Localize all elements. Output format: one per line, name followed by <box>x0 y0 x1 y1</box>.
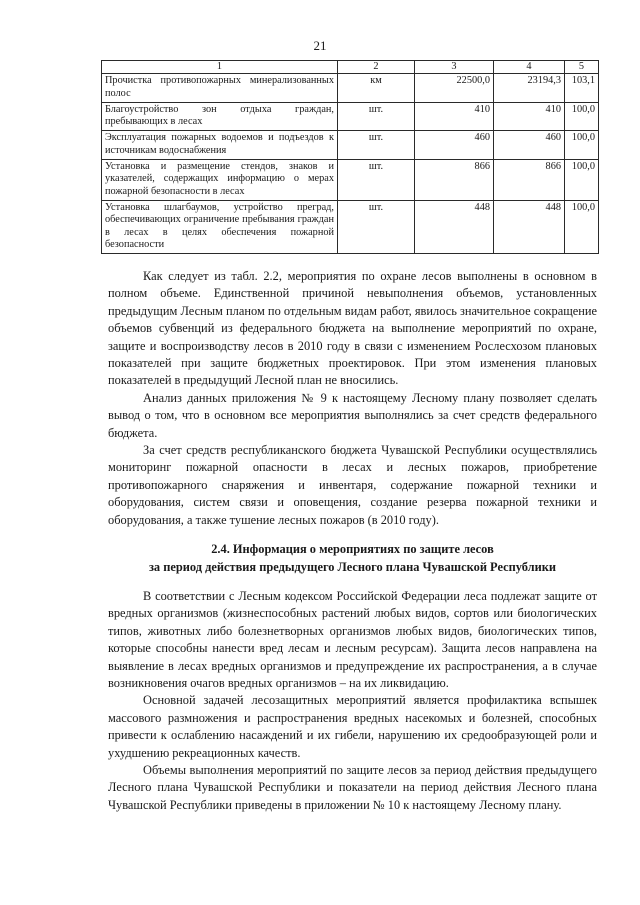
header-cell: 1 <box>102 61 338 74</box>
percent-cell: 100,0 <box>565 160 599 201</box>
activity-name: Установка шлагбаумов, устройство преград, обеспечивающих ограничение пребывания граждан в лесах в целях обеспечения пожарной безопасности <box>102 200 338 253</box>
actual-cell: 410 <box>494 102 565 131</box>
table-row <box>102 131 599 160</box>
header-cell: 5 <box>565 61 599 74</box>
paragraph: За счет средств республиканского бюджета Чувашской Республики осуществлялись мониторинг пожарной опасности в лесах и лесных пожаров, приобретение противопожарного снаряжения и инвентаря, содержание пожарной техники и оборудования, систем связи и оповещения, создание резерва пожарной техники и оборудования, а также тушение лесных пожаров (в 2010 году). <box>108 443 597 527</box>
header-cell: 2 <box>338 61 415 74</box>
table-row <box>102 200 599 253</box>
table-row <box>102 74 599 103</box>
actual-cell: 448 <box>494 200 565 253</box>
planned-cell: 410 <box>415 102 494 131</box>
unit-cell: шт. <box>338 160 415 201</box>
planned-cell: 866 <box>415 160 494 201</box>
activities-table <box>101 60 599 254</box>
paragraph: Как следует из табл. 2.2, мероприятия по охране лесов выполнены в основном в полном объеме. Единственной причиной невыполнения объемов, установленных предыдущим Лесным планом по отдельным видам работ, явилось значительное сокращение объемов субвенций из федерального бюджета на выполнение мероприятий по охране, защите и воспроизводству лесов в 2010 году в связи с изменением Рослесхозом плановых показателей при защите бюджетных проектировок. При этом изменения плановых показателей в предыдущий Лесной план не вносились. <box>108 269 597 388</box>
heading-line: за период действия предыдущего Лесного плана Чувашской Республики <box>148 560 557 574</box>
table-header-row <box>102 61 599 74</box>
section-heading <box>100 540 605 576</box>
paragraph: Анализ данных приложения № 9 к настоящему Лесному плану позволяет сделать вывод о том, что в основном все мероприятия выполнялись за счет средств федерального бюджета. <box>108 390 597 440</box>
table-row <box>102 102 599 131</box>
table-row <box>102 160 599 201</box>
planned-cell: 448 <box>415 200 494 253</box>
analysis-text <box>108 268 597 529</box>
page-number: 21 <box>313 38 327 53</box>
unit-cell: шт. <box>338 200 415 253</box>
unit-cell: км <box>338 74 415 103</box>
paragraph: В соответствии с Лесным кодексом Российской Федерации леса подлежат защите от вредных организмов (жизнеспособных растений любых видов, сортов или биологических типов, животных либо болезнетворных организмов любых видов, биологических типов, которые способны нанести вред лесам и лесным ресурсам). Защита лесов направлена на выявление в лесах вредных организмов и предупреждение их распространения, а в случае возникновения очагов вредных организмов – на их ликвидацию. <box>108 589 597 691</box>
unit-cell: шт. <box>338 102 415 131</box>
percent-cell: 100,0 <box>565 200 599 253</box>
percent-cell: 100,0 <box>565 131 599 160</box>
actual-cell: 23194,3 <box>494 74 565 103</box>
activity-name: Прочистка противопожарных минерализованных полос <box>102 74 338 103</box>
actual-cell: 460 <box>494 131 565 160</box>
actual-cell: 866 <box>494 160 565 201</box>
paragraph: Основной задачей лесозащитных мероприятий является профилактика вспышек массового размножения и распространения вредных насекомых и болезней, способных привести к ослаблению насаждений и их гибели, нарушению их средообразующей роли и ухудшению рекреационных качеств. <box>108 693 597 760</box>
paragraph: Объемы выполнения мероприятий по защите лесов за период действия предыдущего Лесного плана Чувашской Республики и показатели на период действия Лесного плана Чувашской Республики приведены в приложении № 10 к настоящему Лесному плану. <box>108 763 597 812</box>
activity-name: Благоустройство зон отдыха граждан, пребывающих в лесах <box>102 102 338 131</box>
heading-line: 2.4. Информация о мероприятиях по защите лесов <box>211 542 494 556</box>
forest-protection-text <box>108 588 597 814</box>
planned-cell: 22500,0 <box>415 74 494 103</box>
activity-name: Эксплуатация пожарных водоемов и подъездов к источникам водоснабжения <box>102 131 338 160</box>
activity-name: Установка и размещение стендов, знаков и указателей, содержащих информацию о мерах пожарной безопасности в лесах <box>102 160 338 201</box>
percent-cell: 100,0 <box>565 102 599 131</box>
percent-cell: 103,1 <box>565 74 599 103</box>
header-cell: 4 <box>494 61 565 74</box>
header-cell: 3 <box>415 61 494 74</box>
planned-cell: 460 <box>415 131 494 160</box>
unit-cell: шт. <box>338 131 415 160</box>
